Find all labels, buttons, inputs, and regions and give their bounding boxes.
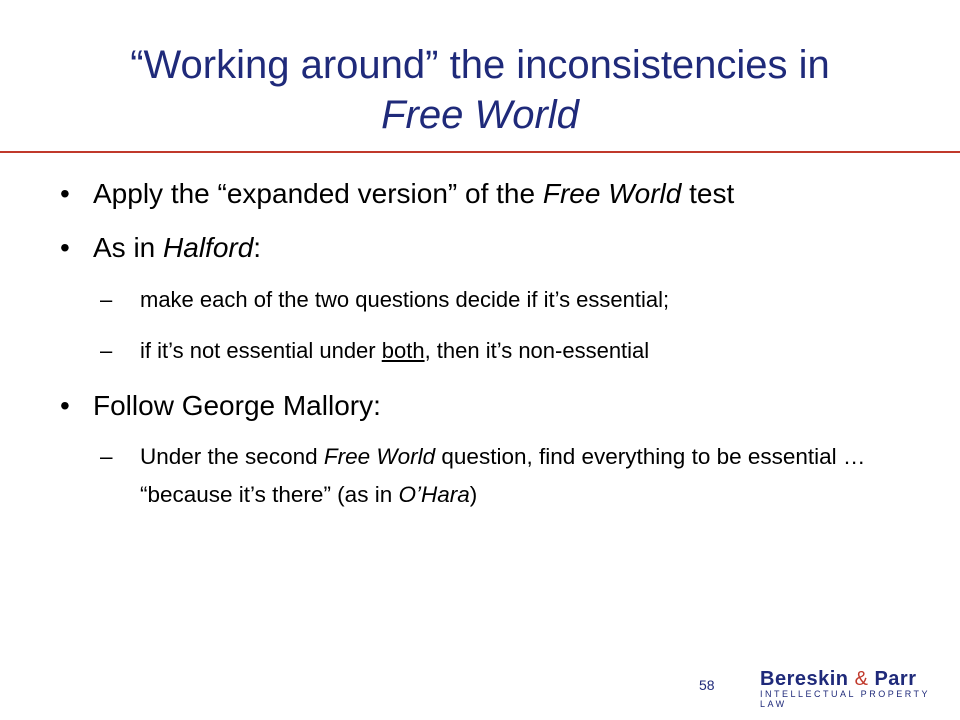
bullet-dot-icon: • bbox=[60, 232, 70, 263]
sub-bullet-item: – if it’s not essential under both, then it’s non-essential bbox=[60, 335, 930, 366]
title-divider bbox=[0, 151, 960, 153]
slide-title bbox=[40, 40, 920, 140]
title-line-1: “Working around” the inconsistencies in bbox=[130, 43, 830, 87]
page-number: 58 bbox=[699, 677, 715, 693]
bullet-item: • Apply the “expanded version” of the Free World test bbox=[60, 176, 930, 212]
dash-icon: – bbox=[100, 444, 113, 469]
title-line-2: Free World bbox=[381, 93, 579, 137]
bullet-item: • As in Halford: bbox=[60, 230, 930, 266]
bullet-dot-icon: • bbox=[60, 390, 70, 421]
firm-logo bbox=[760, 668, 960, 709]
sub-bullet-item: – make each of the two questions decide if it’s essential; bbox=[60, 284, 930, 315]
logo-subtitle: INTELLECTUAL PROPERTY LAW bbox=[760, 689, 930, 709]
bullet-item: • Follow George Mallory: bbox=[60, 388, 930, 424]
dash-icon: – bbox=[100, 338, 113, 363]
sub-bullet-item: – Under the second Free World question, find everything to be essential … “because it’s there” (as in O’Hara) bbox=[60, 438, 930, 514]
logo-name: Bereskin & Parr bbox=[760, 668, 917, 690]
bullet-dot-icon: • bbox=[60, 178, 70, 209]
bullet-list bbox=[60, 176, 930, 536]
dash-icon: – bbox=[100, 287, 113, 312]
